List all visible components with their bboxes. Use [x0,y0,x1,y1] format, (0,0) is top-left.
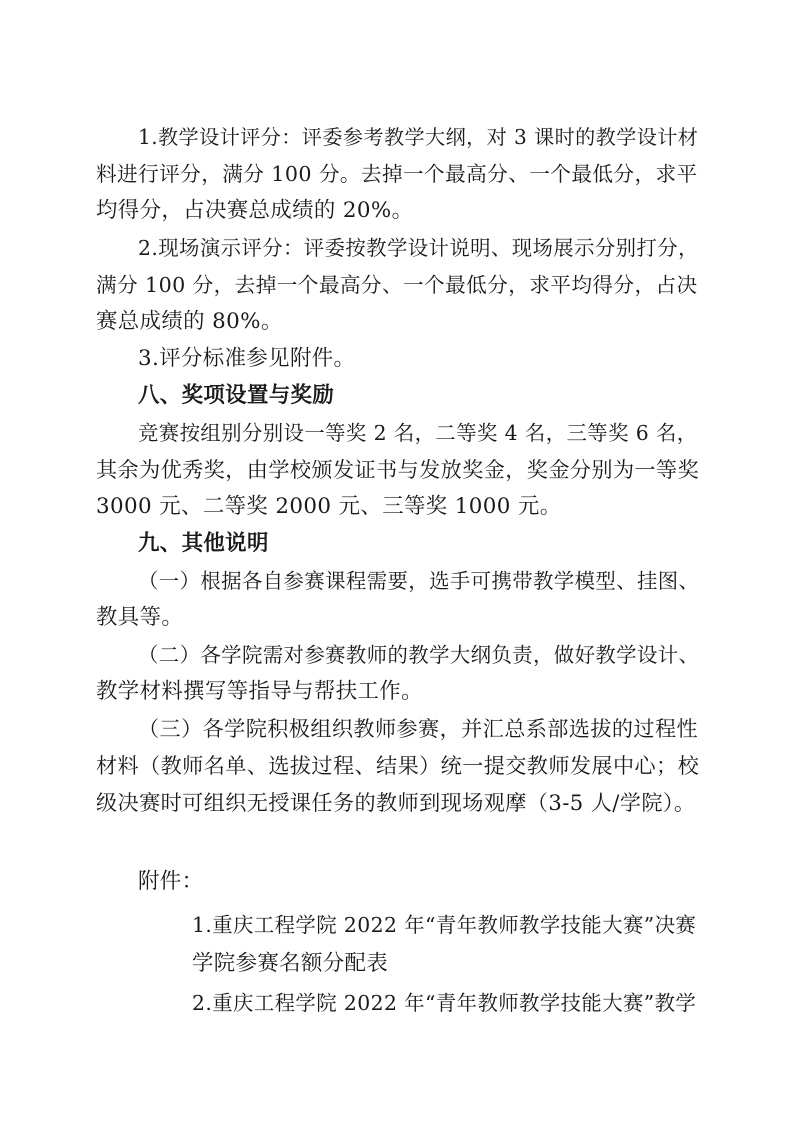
attachment-1-line-2: 学院参赛名额分配表 [192,951,389,976]
scoring-item-1-line-3: 均得分，占决赛总成绩的 20%。 [96,198,414,223]
scoring-item-2-line-2: 满分 100 分，去掉一个最高分、一个最低分，求平均得分，占决 [96,273,698,297]
attachment-1-line-1: 1.重庆工程学院 2022 年“青年教师教学技能大赛”决赛 [192,913,697,937]
awards-line-1: 竞赛按组别分别设一等奖 2 名，二等奖 4 名，三等奖 6 名， [138,421,698,445]
attachments-label: 附件： [138,869,204,894]
other-item-2-line-1: （二）各学院需对参赛教师的教学大纲负责，做好教学设计、 [138,643,700,667]
awards-line-3: 3000 元、二等奖 2000 元、三等奖 1000 元。 [96,494,562,519]
awards-line-2: 其余为优秀奖，由学校颁发证书与发放奖金，奖金分别为一等奖 [96,457,700,482]
section-heading-other: 九、其他说明 [138,531,269,556]
other-item-3-line-3: 级决赛时可组织无授课任务的教师到现场观摩（3-5 人/学院）。 [96,790,696,815]
other-item-3-line-1: （三）各学院积极组织教师参赛，并汇总系部选拔的过程性 [138,716,699,741]
other-item-2-line-2: 教学材料撰写等指导与帮扶工作。 [96,679,423,704]
other-item-1-line-1: （一）根据各自参赛课程需要，选手可携带教学模型、挂图、 [138,569,700,593]
scoring-item-3: 3.评分标准参见附件。 [138,346,356,371]
scoring-item-2-line-3: 赛总成绩的 80%。 [96,309,283,334]
other-item-3-line-2: 材料（教师名单、选拔过程、结果）统一提交教师发展中心；校 [96,753,700,778]
attachment-2-line-1: 2.重庆工程学院 2022 年“青年教师教学技能大赛”教学 [192,991,697,1015]
scoring-item-1-line-2: 料进行评分，满分 100 分。去掉一个最高分、一个最低分，求平 [96,162,698,186]
section-heading-awards: 八、奖项设置与奖励 [138,383,335,408]
scoring-item-1-line-1: 1.教学设计评分：评委参考教学大纲，对 3 课时的教学设计材 [138,125,699,149]
other-item-1-line-2: 教具等。 [96,605,184,630]
scoring-item-2-line-1: 2.现场演示评分：评委按教学设计说明、现场展示分别打分， [138,236,699,260]
